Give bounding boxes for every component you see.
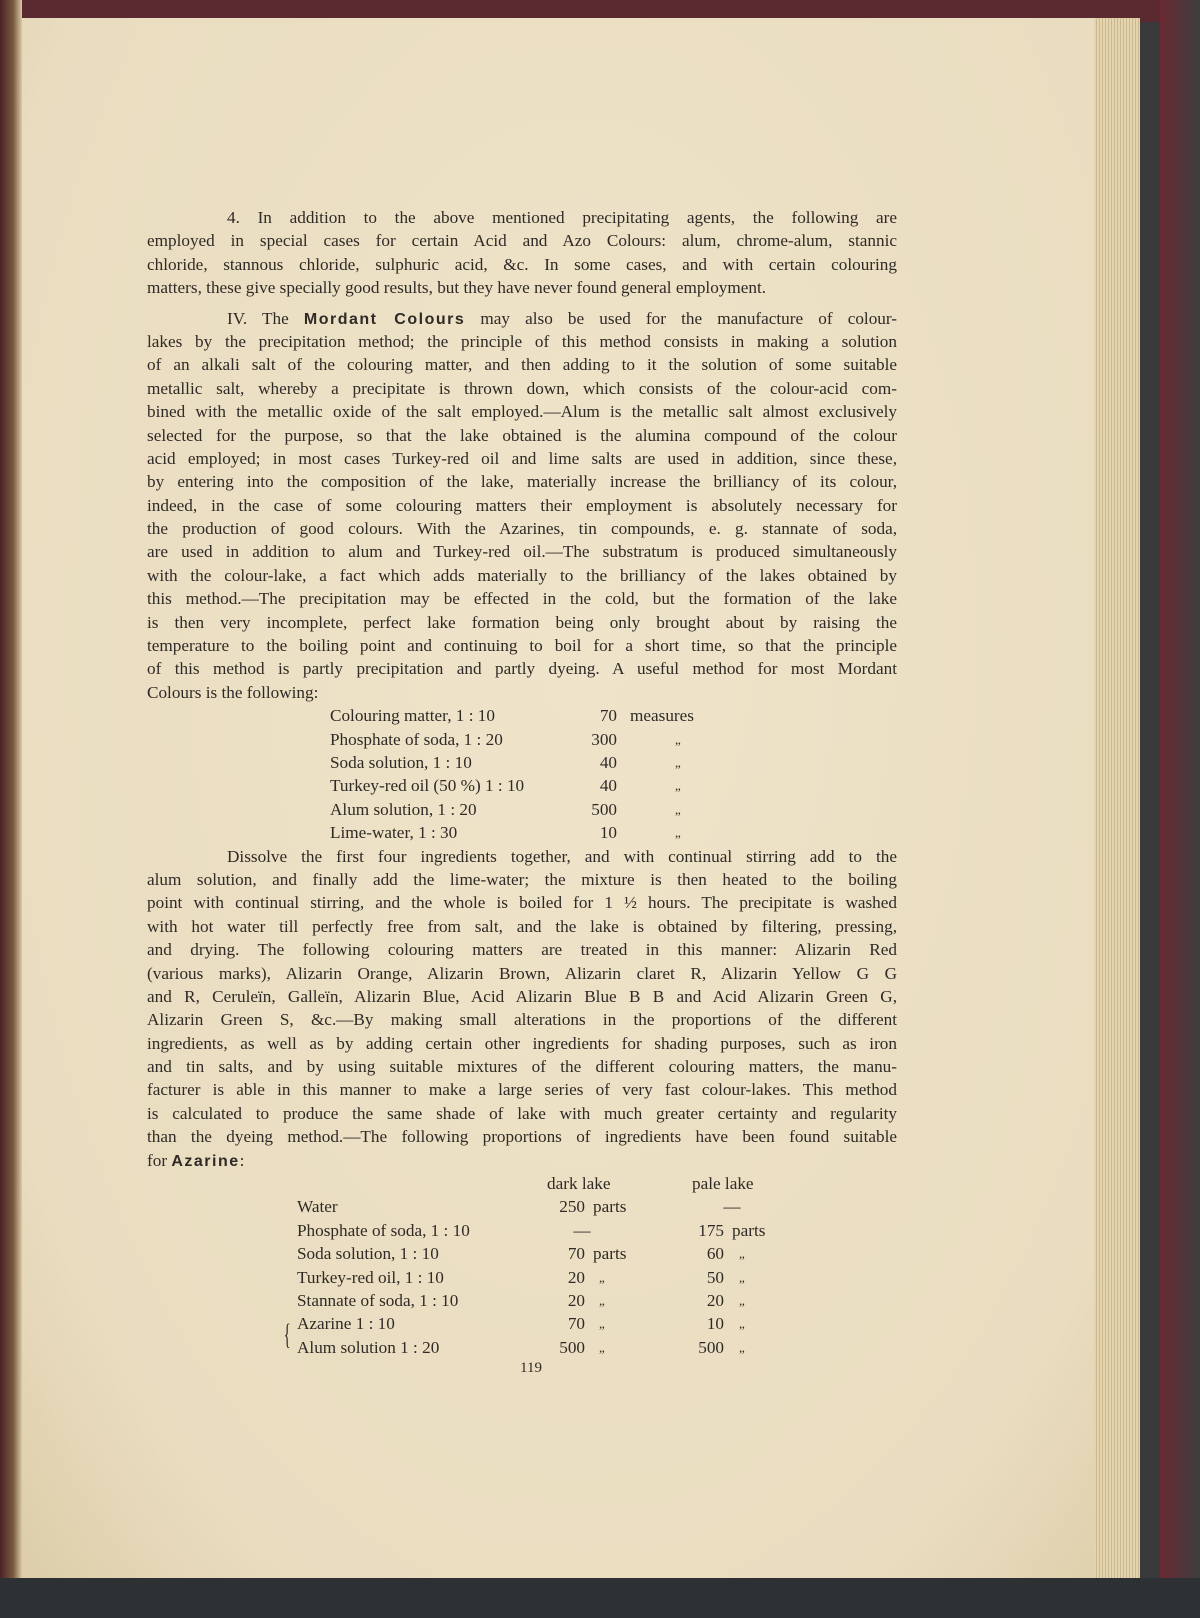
dark-lake-amount: 70 <box>567 1244 585 1264</box>
pale-lake-unit: parts <box>732 1220 766 1240</box>
unit: „ <box>675 778 681 794</box>
text-line: with hot water till perfectly free from salt, and the lake is obtained by filtering, pressing, <box>147 916 897 936</box>
text-line: Colours is the following: <box>147 682 319 702</box>
text-line: alum solution, and finally add the lime-water; the mixture is then heated to the boiling <box>147 869 897 889</box>
unit: measures <box>630 706 694 726</box>
page-number: 119 <box>520 1360 542 1376</box>
dark-lake-amount: — <box>573 1220 591 1240</box>
pale-lake-amount: — <box>723 1197 741 1217</box>
pale-lake-amount: 175 <box>698 1220 724 1240</box>
table-row <box>147 774 897 797</box>
dark-lake-amount: 500 <box>559 1337 585 1357</box>
ingredient: Alum solution 1 : 20 <box>297 1337 440 1357</box>
text-segment: for <box>147 1150 172 1170</box>
book-cover-right <box>1160 0 1200 1618</box>
table-row <box>147 728 897 751</box>
pale-lake-unit: „ <box>739 1316 745 1332</box>
text-line: ingredients, as well as by adding certain other ingredients for shading purposes, such as iron <box>147 1033 897 1053</box>
text-line: of an alkali salt of the colouring matter, and then adding to it the solution of some suitable <box>147 355 897 375</box>
dark-lake-amount: 20 <box>567 1290 585 1310</box>
ingredient: Alum solution, 1 : 20 <box>330 799 477 819</box>
table-row <box>147 1219 897 1242</box>
text-line: Dissolve the first four ingredients together, and with continual stirring add to the <box>227 846 897 866</box>
ingredient: Phosphate of soda, 1 : 10 <box>297 1220 470 1240</box>
header-dark-lake: dark lake <box>547 1174 611 1194</box>
brace-icon: { <box>283 1318 291 1352</box>
ingredient: Soda solution, 1 : 10 <box>330 752 472 772</box>
pale-lake-amount: 20 <box>706 1290 724 1310</box>
pale-lake-unit: „ <box>739 1246 745 1262</box>
ingredient: Turkey-red oil (50 %) 1 : 10 <box>330 776 525 796</box>
text-line: facturer is able in this manner to make a large series of very fast colour-lakes. This method <box>147 1080 897 1100</box>
dark-lake-amount: 70 <box>567 1314 585 1334</box>
book-cover-bottom <box>0 1578 1200 1618</box>
text-line: bined with the metallic oxide of the salt employed.—Alum is the metallic salt almost exclusively <box>147 402 897 422</box>
dark-lake-unit: „ <box>599 1292 605 1308</box>
text-segment: may also be used for the manufacture of colour- <box>465 308 897 328</box>
unit: „ <box>675 825 681 841</box>
ingredient: Stannate of soda, 1 : 10 <box>297 1290 459 1310</box>
paragraph-2 <box>147 307 897 705</box>
azarine-recipe-table <box>147 1172 897 1359</box>
ingredient: Turkey-red oil, 1 : 10 <box>297 1267 444 1287</box>
text-line: and tin salts, and by using suitable mixtures of the different colouring matters, the manu- <box>147 1057 897 1077</box>
pale-lake-unit: „ <box>739 1292 745 1308</box>
dark-lake-unit: „ <box>599 1339 605 1355</box>
text-segment: IV. The <box>227 308 304 328</box>
text-line: temperature to the boiling point and continuing to boil for a short time, so that the principle <box>147 636 897 656</box>
ingredient: Phosphate of soda, 1 : 20 <box>330 729 503 749</box>
text-line: metallic salt, whereby a precipitate is thrown down, which consists of the colour-acid com- <box>147 378 897 398</box>
text-line: employed in special cases for certain Acid and Azo Colours: alum, chrome-alum, stannic <box>147 231 897 251</box>
text-line <box>147 307 897 330</box>
table-row <box>147 1195 897 1218</box>
text-line: (various marks), Alizarin Orange, Alizarin Brown, Alizarin claret R, Alizarin Yellow G G <box>147 963 897 983</box>
pale-lake-unit: „ <box>739 1269 745 1285</box>
table-row <box>147 821 897 844</box>
table-header-row <box>147 1172 897 1195</box>
ingredient: Lime-water, 1 : 30 <box>330 823 458 843</box>
amount: 40 <box>599 776 617 796</box>
dark-lake-unit: „ <box>599 1316 605 1332</box>
text-line: point with continual stirring, and the whole is boiled for 1 ½ hours. The precipitate is washed <box>147 893 897 913</box>
table-row <box>147 1242 897 1265</box>
paragraph-1 <box>147 206 897 300</box>
text-line: matters, these give specially good results, but they have never found general employment. <box>147 278 767 298</box>
text-line: Alizarin Green S, &c.—By making small alterations in the proportions of the different <box>147 1010 897 1030</box>
text-line: 4. In addition to the above mentioned precipitating agents, the following are <box>227 208 897 227</box>
text-line: by entering into the composition of the lake, materially increase the brilliancy of its colour, <box>147 472 897 492</box>
pale-lake-amount: 50 <box>706 1267 724 1287</box>
ingredient: Azarine 1 : 10 <box>297 1314 395 1334</box>
text-line: acid employed; in most cases Turkey-red oil and lime salts are used in addition, since these, <box>147 448 897 468</box>
unit: „ <box>675 754 681 770</box>
table-row <box>147 1289 897 1312</box>
dark-lake-amount: 20 <box>567 1267 585 1287</box>
ingredient: Colouring matter, 1 : 10 <box>330 706 495 726</box>
table-row <box>147 1336 897 1359</box>
table-row <box>147 798 897 821</box>
bold-term: Mordant Colours <box>303 310 466 328</box>
amount: 500 <box>591 799 617 819</box>
text-line: the production of good colours. With the Azarines, tin compounds, e. g. stannate of soda, <box>147 519 897 539</box>
header-pale-lake: pale lake <box>692 1174 754 1194</box>
text-line: and R, Ceruleïn, Galleïn, Alizarin Blue, Acid Alizarin Blue B B and Acid Alizarin Green G, <box>147 986 897 1006</box>
ingredient: Water <box>297 1197 338 1217</box>
unit: „ <box>675 731 681 747</box>
text-line: indeed, in the case of some colouring matters their employment is absolutely necessary for <box>147 495 897 515</box>
text-line: lakes by the precipitation method; the principle of this method consists in making a solution <box>147 331 897 351</box>
amount: 70 <box>599 706 617 726</box>
text-line: of this method is partly precipitation and partly dyeing. A useful method for most Mordant <box>147 659 897 679</box>
text-line: than the dyeing method.—The following proportions of ingredients have been found suitable <box>147 1127 897 1147</box>
table-row <box>147 1266 897 1289</box>
ingredient: Soda solution, 1 : 10 <box>297 1244 439 1264</box>
pale-lake-amount: 10 <box>706 1314 724 1334</box>
dark-lake-unit: parts <box>593 1244 627 1264</box>
text-line: with the colour-lake, a fact which adds materially to the brilliancy of the lakes obtained by <box>147 565 897 585</box>
amount: 10 <box>599 823 617 843</box>
text-line: selected for the purpose, so that the lake obtained is the alumina compound of the colour <box>147 425 897 445</box>
text-line: is calculated to produce the same shade of lake with much greater certainty and regularity <box>147 1103 897 1123</box>
text-line: is then very incomplete, perfect lake formation being only brought about by raising the <box>147 612 897 632</box>
amount: 300 <box>591 729 617 749</box>
pale-lake-amount: 500 <box>698 1337 724 1357</box>
text-line: are used in addition to alum and Turkey-red oil.—The substratum is produced simultaneously <box>147 542 897 562</box>
dark-lake-unit: „ <box>599 1269 605 1285</box>
amount: 40 <box>599 752 617 772</box>
table-row <box>147 704 897 727</box>
mordant-recipe-table <box>147 704 897 844</box>
text-line <box>147 1149 897 1172</box>
text-line: chloride, stannous chloride, sulphuric acid, &c. In some cases, and with certain colouring <box>147 254 897 274</box>
table-row <box>147 751 897 774</box>
text-line: and drying. The following colouring matters are treated in this manner: Alizarin Red <box>147 940 897 960</box>
pale-lake-unit: „ <box>739 1339 745 1355</box>
dark-lake-unit: parts <box>593 1197 627 1217</box>
text-segment: : <box>239 1150 245 1170</box>
dark-lake-amount: 250 <box>559 1197 585 1217</box>
page-text <box>147 206 897 1359</box>
paragraph-3 <box>147 845 897 1172</box>
bold-term: Azarine <box>171 1152 240 1170</box>
text-line: this method.—The precipitation may be effected in the cold, but the formation of the lake <box>147 589 897 609</box>
pale-lake-amount: 60 <box>706 1244 724 1264</box>
book-cover-left <box>0 0 22 1618</box>
page-edges <box>1094 18 1140 1578</box>
table-row <box>147 1312 897 1335</box>
unit: „ <box>675 801 681 817</box>
